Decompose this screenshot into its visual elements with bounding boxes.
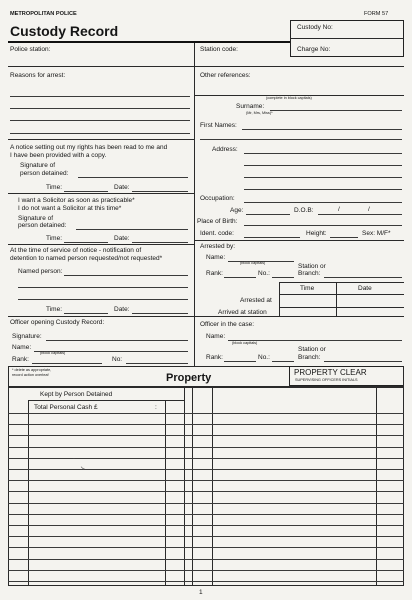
named-person-line-2[interactable] (18, 287, 188, 288)
occupation-field[interactable] (244, 202, 402, 203)
solicitor-signature-field[interactable] (76, 229, 188, 230)
arrest-branch-field[interactable] (324, 277, 402, 278)
opening-rank-label: Rank: (12, 356, 29, 363)
property-row-line (8, 581, 404, 582)
left-separator-1 (8, 139, 194, 140)
reasons-line-2[interactable] (10, 108, 190, 109)
opening-name-label: Name: (12, 344, 32, 351)
arrested-at-time-cell[interactable] (280, 295, 336, 307)
surname-field[interactable] (270, 110, 402, 111)
address-line-3[interactable] (244, 177, 402, 178)
notification-time-field[interactable] (64, 313, 108, 314)
arrest-station-or-label: Station or (298, 263, 326, 270)
property-clear-label: PROPERTY CLEAR (294, 368, 367, 377)
property-col-4 (192, 386, 193, 586)
dob-label: D.O.B: (294, 207, 314, 214)
total-cash-label: Total Personal Cash £ (34, 404, 98, 411)
right-separator-2 (194, 240, 404, 241)
signature-of-label-2: Signature of (18, 215, 54, 222)
arrest-branch-label: Branch: (298, 270, 321, 277)
property-row-line (8, 424, 404, 425)
solicitor-time-label: Time: (46, 235, 63, 242)
pen-mark: · (73, 456, 75, 462)
title-rule (8, 41, 290, 43)
place-of-birth-field[interactable] (244, 225, 402, 226)
property-row-line (8, 514, 404, 515)
property-row-line (8, 413, 404, 414)
custody-no-label: Custody No: (297, 24, 333, 31)
opening-signature-label: Signature: (12, 333, 42, 340)
dob-slash-1: / (338, 206, 340, 213)
form-number: FORM 57 (364, 11, 389, 17)
complete-caps-note: (complete in block capitals) (266, 96, 312, 100)
property-col-5 (212, 386, 213, 586)
age-label: Age: (230, 207, 244, 214)
age-field[interactable] (246, 214, 290, 215)
signature-of-label-1: Signature of (20, 162, 56, 169)
surname-label: Surname: (236, 103, 265, 110)
dob-slash-2: / (368, 206, 370, 213)
person-detained-label-2: person detained: (18, 222, 67, 229)
notice-signature-field[interactable] (78, 177, 188, 178)
arrest-no-field[interactable] (272, 277, 294, 278)
other-references-label: Other references: (200, 72, 251, 79)
case-rank-field[interactable] (224, 361, 256, 362)
property-row-line (8, 458, 404, 459)
case-no-label: No.: (258, 354, 270, 361)
address-line-4[interactable] (244, 189, 402, 190)
property-row-line (8, 525, 404, 526)
date-column-header: Date (358, 285, 372, 292)
notification-date-field[interactable] (132, 313, 188, 314)
sex-label: Sex: M/F* (362, 230, 391, 237)
place-of-birth-label: Place of Birth: (197, 218, 238, 225)
case-block-capitals-note: (block capitals) (232, 341, 258, 345)
property-left-edge (8, 366, 9, 586)
opening-no-field[interactable] (126, 363, 188, 364)
pen-mark-arrow: ↘ (80, 466, 86, 472)
title-note: (Mr, Mrs, Miss)* (246, 111, 273, 115)
named-person-field[interactable] (64, 275, 188, 276)
solicitor-date-label: Date: (114, 235, 130, 242)
address-label: Address: (212, 146, 238, 153)
notice-text-2: I have been provided with a copy. (10, 152, 107, 159)
form-title: Custody Record (10, 23, 119, 39)
case-name-label: Name: (206, 333, 226, 340)
solicitor-text-1: I want a Solicitor as soon as practicable* (18, 197, 135, 204)
property-row-line (8, 559, 404, 560)
property-row-line (8, 435, 404, 436)
page-number: 1 (199, 589, 203, 596)
arrested-at-date-cell[interactable] (337, 295, 404, 307)
property-right-edge (403, 366, 404, 586)
arrested-at-label: Arrested at (240, 297, 272, 304)
arrest-rank-label: Rank: (206, 270, 223, 277)
delete-note-1: * delete as appropriate, (12, 368, 52, 372)
ident-code-label: Ident. code: (200, 230, 234, 237)
case-rank-label: Rank: (206, 354, 223, 361)
occupation-label: Occupation: (200, 195, 235, 202)
height-field[interactable] (330, 237, 358, 238)
property-title: Property (166, 372, 212, 384)
notification-time-label: Time: (46, 306, 63, 313)
person-detained-label-1: person detained: (20, 170, 69, 177)
reasons-label: Reasons for arrest: (10, 72, 66, 79)
notice-time-field[interactable] (64, 191, 108, 192)
kept-by-rule (28, 400, 184, 401)
case-branch-label: Branch: (298, 354, 321, 361)
property-col-6 (376, 386, 377, 586)
first-names-label: First Names: (200, 122, 237, 129)
property-col-3 (184, 386, 185, 586)
station-code-label: Station code: (200, 46, 238, 53)
arrived-time-cell[interactable] (280, 308, 336, 316)
supervising-initials-label: SUPERVISING OFFICERS INITIALS (295, 378, 358, 382)
arrest-block-capitals-note: (block capitals) (240, 261, 266, 265)
address-line-2[interactable] (244, 165, 402, 166)
property-row-line (8, 491, 404, 492)
arrested-by-label: Arrested by: (200, 243, 236, 250)
property-row-line (8, 480, 404, 481)
named-person-line-3[interactable] (18, 299, 188, 300)
property-bottom-rule (8, 585, 404, 586)
custody-charge-divider (290, 38, 404, 39)
officer-in-case-label: Officer in the case: (200, 321, 255, 328)
left-separator-3 (8, 244, 194, 245)
case-station-or-label: Station or (298, 346, 326, 353)
property-row-line (8, 447, 404, 448)
left-separator-2 (8, 193, 194, 194)
officer-separator (8, 316, 404, 317)
property-row-line (8, 547, 404, 548)
arrived-at-station-label: Arrived at station (218, 309, 267, 316)
officer-opening-label: Officer opening Custody Record: (10, 319, 105, 326)
height-label: Height: (306, 230, 327, 237)
reasons-line-3[interactable] (10, 120, 190, 121)
notification-text-2: detention to named person requested/not requested* (10, 255, 163, 262)
property-row-line (8, 469, 404, 470)
property-row-line (8, 536, 404, 537)
notification-text-1: At the time of service of notice - notification of (10, 247, 142, 254)
first-names-line-2[interactable] (200, 139, 402, 140)
arrest-no-label: No.: (258, 270, 270, 277)
case-no-field[interactable] (272, 361, 294, 362)
arrived-date-cell[interactable] (337, 308, 404, 316)
force-name: METROPOLITAN POLICE (10, 11, 77, 17)
time-column-header: Time (300, 285, 315, 292)
opening-block-capitals-note: (block capitals) (40, 351, 66, 355)
notice-date-field[interactable] (132, 191, 188, 192)
opening-rank-field[interactable] (32, 363, 102, 364)
center-divider (194, 43, 195, 366)
reasons-line-4[interactable] (10, 133, 190, 134)
header-separator (8, 66, 404, 67)
arrest-rank-field[interactable] (224, 277, 256, 278)
solicitor-time-field[interactable] (64, 242, 108, 243)
address-field[interactable] (244, 153, 402, 154)
case-branch-field[interactable] (324, 361, 402, 362)
reasons-line-1[interactable] (10, 96, 190, 97)
arrest-name-label: Name: (206, 254, 226, 261)
notice-date-label: Date: (114, 184, 130, 191)
notice-text-1: A notice setting out my rights has been read to me and (10, 144, 168, 151)
total-cash-colon: : (155, 404, 157, 411)
grid-top (279, 282, 404, 283)
solicitor-date-field[interactable] (132, 242, 188, 243)
named-person-label: Named person: (18, 268, 63, 275)
ident-code-field[interactable] (244, 237, 300, 238)
delete-note-2: record action overleaf (12, 373, 49, 377)
property-row-line (8, 503, 404, 504)
property-header-rule (8, 386, 404, 388)
notice-time-label: Time: (46, 184, 63, 191)
opening-no-label: No: (112, 356, 123, 363)
property-row-line (8, 570, 404, 571)
opening-signature-field[interactable] (46, 340, 188, 341)
notification-date-label: Date: (114, 306, 130, 313)
solicitor-text-2: I do not want a Solicitor at this time* (18, 205, 122, 212)
kept-by-label: Kept by Person Detained (40, 391, 113, 398)
charge-no-label: Charge No: (297, 46, 331, 53)
first-names-field[interactable] (242, 129, 402, 130)
dob-field[interactable] (318, 214, 402, 215)
police-station-label: Police station: (10, 46, 51, 53)
